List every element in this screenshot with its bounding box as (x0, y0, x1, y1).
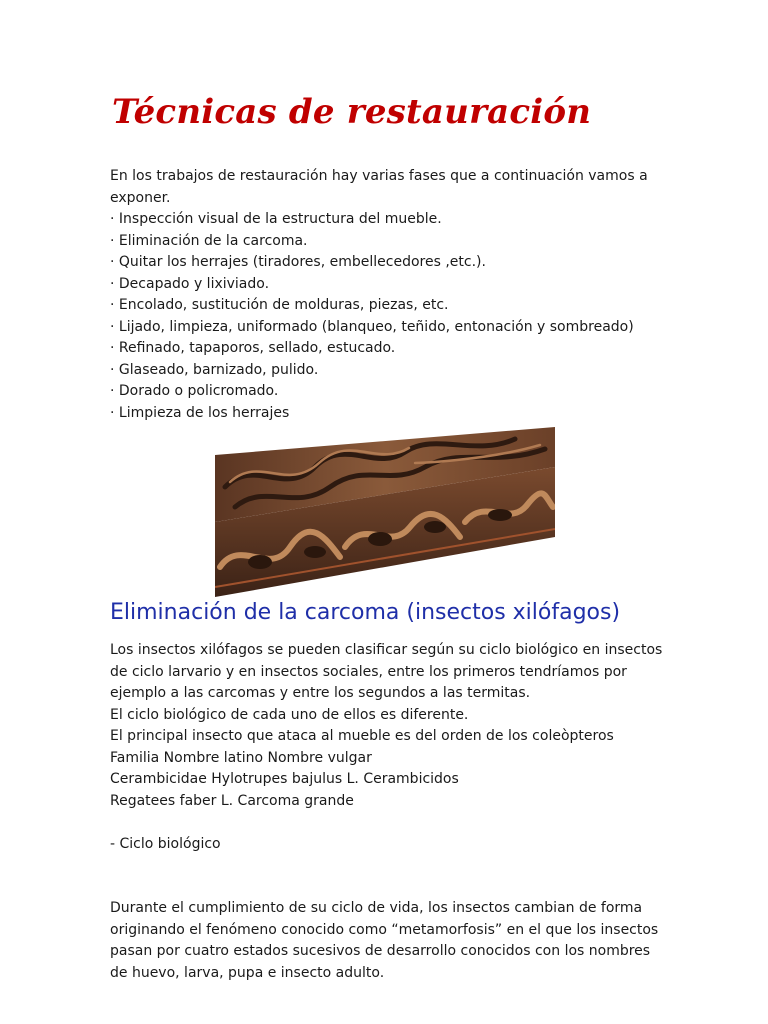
phase-item: · Eliminación de la carcoma. (110, 232, 308, 249)
phase-item: · Refinado, tapaporos, sellado, estucado. (110, 340, 396, 356)
closing-paragraph: Durante el cumplimiento de su ciclo de vida, los insectos cambian de forma originando el fenómeno conocido como “metamorfosis” en el que los insectos pasan por cuatro estados sucesivos de desarrollo conocidos con los nombres de huevo, larva, pupa e insecto adulto. (110, 900, 659, 981)
phase-item: · Dorado o policromado. (110, 383, 279, 399)
phase-item: · Glaseado, barnizado, pulido. (110, 361, 319, 378)
phase-item: · Inspección visual de la estructura del mueble. (110, 211, 442, 227)
carved-wood-illustration (215, 427, 555, 597)
intro-lead: En los trabajos de restauración hay varias fases que a continuación vamos a exponer. (110, 168, 648, 206)
body-paragraph: Los insectos xilófagos se pueden clasificar según su ciclo biológico en insectos de ciclo larvario y en insectos sociales, entre los primeros tendríamos por ejemplo a las carcomas y entre los segundos a las termitas. (110, 642, 663, 701)
body-paragraph: Regatees faber L. Carcoma grande (110, 792, 354, 809)
carved-wood-image (215, 427, 555, 597)
phase-item: · Limpieza de los herrajes (110, 404, 290, 421)
page-title: Técnicas de restauración (112, 92, 592, 132)
cycle-label: - Ciclo biológico (110, 836, 221, 852)
phase-item: · Lijado, limpieza, uniformado (blanqueo, teñido, entonación y sombreado) (110, 318, 634, 335)
intro-block (110, 166, 670, 424)
phase-item: · Quitar los herrajes (tiradores, embellecedores ,etc.). (110, 254, 486, 270)
section-body (110, 640, 670, 812)
body-paragraph: Cerambicidae Hylotrupes bajulus L. Cerambicidos (110, 771, 459, 787)
phase-item: · Encolado, sustitución de molduras, piezas, etc. (110, 297, 449, 313)
phases-list (110, 209, 670, 424)
body-paragraph: El principal insecto que ataca al mueble es del orden de los coleòpteros (110, 728, 614, 744)
section-heading: Eliminación de la carcoma (insectos xilófagos) (110, 600, 621, 625)
phase-item: · Decapado y lixiviado. (110, 275, 270, 292)
body-paragraph: El ciclo biológico de cada uno de ellos es diferente. (110, 706, 469, 723)
body-paragraph: Familia Nombre latino Nombre vulgar (110, 749, 372, 766)
